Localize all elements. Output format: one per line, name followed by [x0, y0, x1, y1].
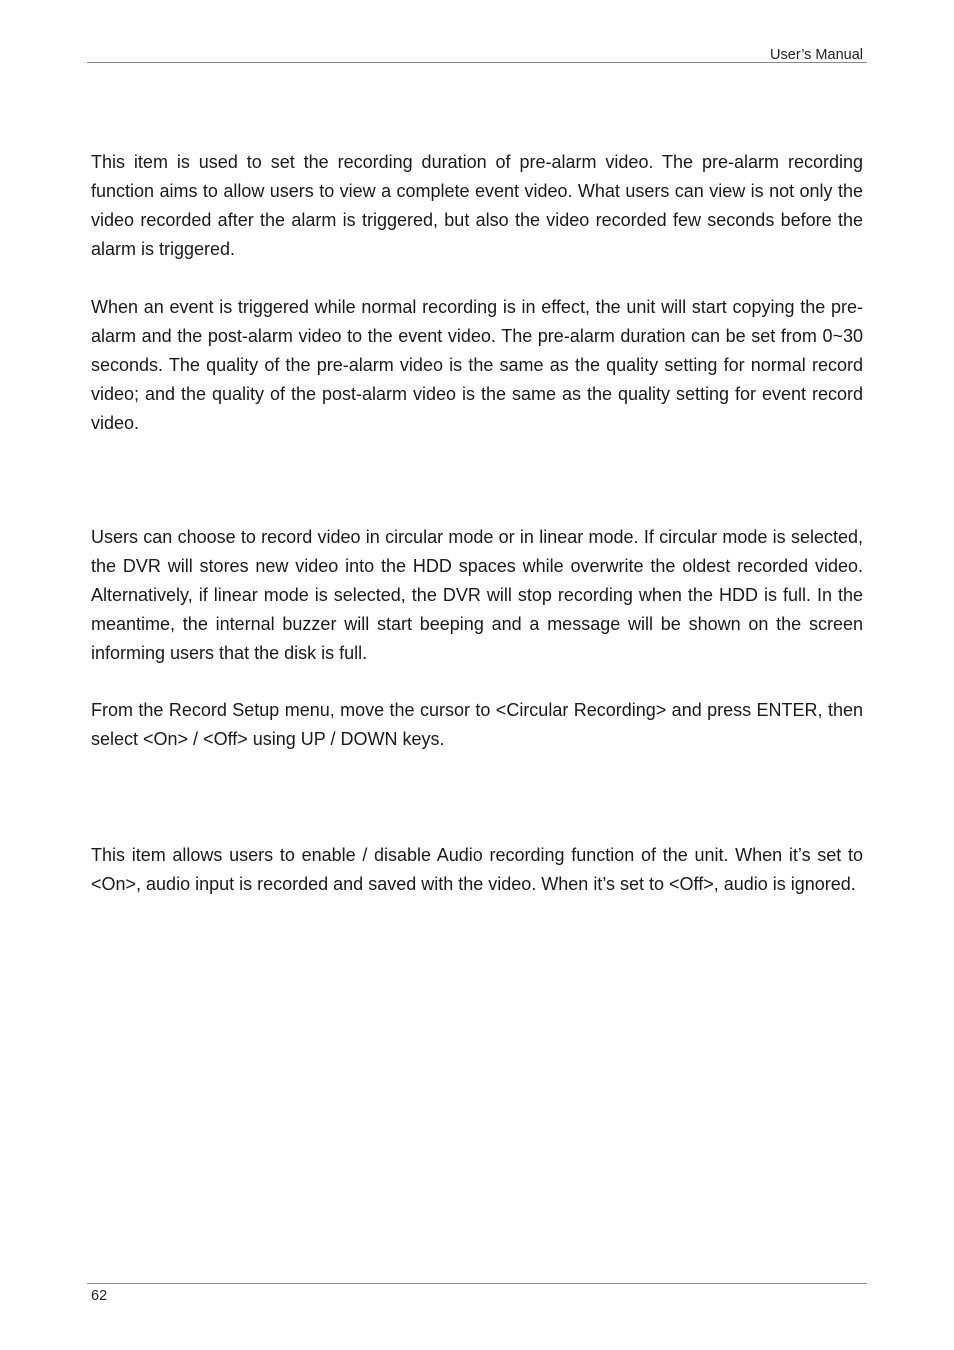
header-title: User’s Manual: [770, 47, 863, 63]
paragraph-pre-alarm-details: When an event is triggered while normal recording is in effect, the unit will start copying the pre-alarm and the post-alarm video to the event video. The pre-alarm duration can be set from 0~30 seconds. The quality of the pre-alarm video is the same as the quality setting for normal record video; and the quality of the post-alarm video is the same as the quality setting for event record video.: [91, 297, 863, 433]
paragraph-pre-alarm-intro: This item is used to set the recording duration of pre-alarm video. The pre-alarm recording function aims to allow users to view a complete event video. What users can view is not only the video recorded after the alarm is triggered, but also the video recorded few seconds before the alarm is triggered.: [91, 152, 863, 259]
paragraph-circular-recording: Users can choose to record video in circular mode or in linear mode. If circular mode is selected, the DVR will stores new video into the HDD spaces while overwrite the oldest recorded video. Alternatively, if linear mode is selected, the DVR will stop recording when the HDD is full. In the meantime, the internal buzzer will start beeping and a message will be shown on the screen informing users that the disk is full.: [91, 527, 863, 663]
paragraph-audio-recording: This item allows users to enable / disable Audio recording function of the unit. When it’s set to <On>, audio input is recorded and saved with the video. When it’s set to <Off>, audio is ignored.: [91, 845, 863, 894]
footer-divider: [87, 1283, 867, 1284]
header-divider: [87, 62, 867, 63]
paragraph-circular-recording-instructions: From the Record Setup menu, move the cursor to <Circular Recording> and press ENTER, then select <On> / <Off> using UP / DOWN keys.: [91, 700, 863, 749]
page-number: 62: [91, 1288, 108, 1304]
